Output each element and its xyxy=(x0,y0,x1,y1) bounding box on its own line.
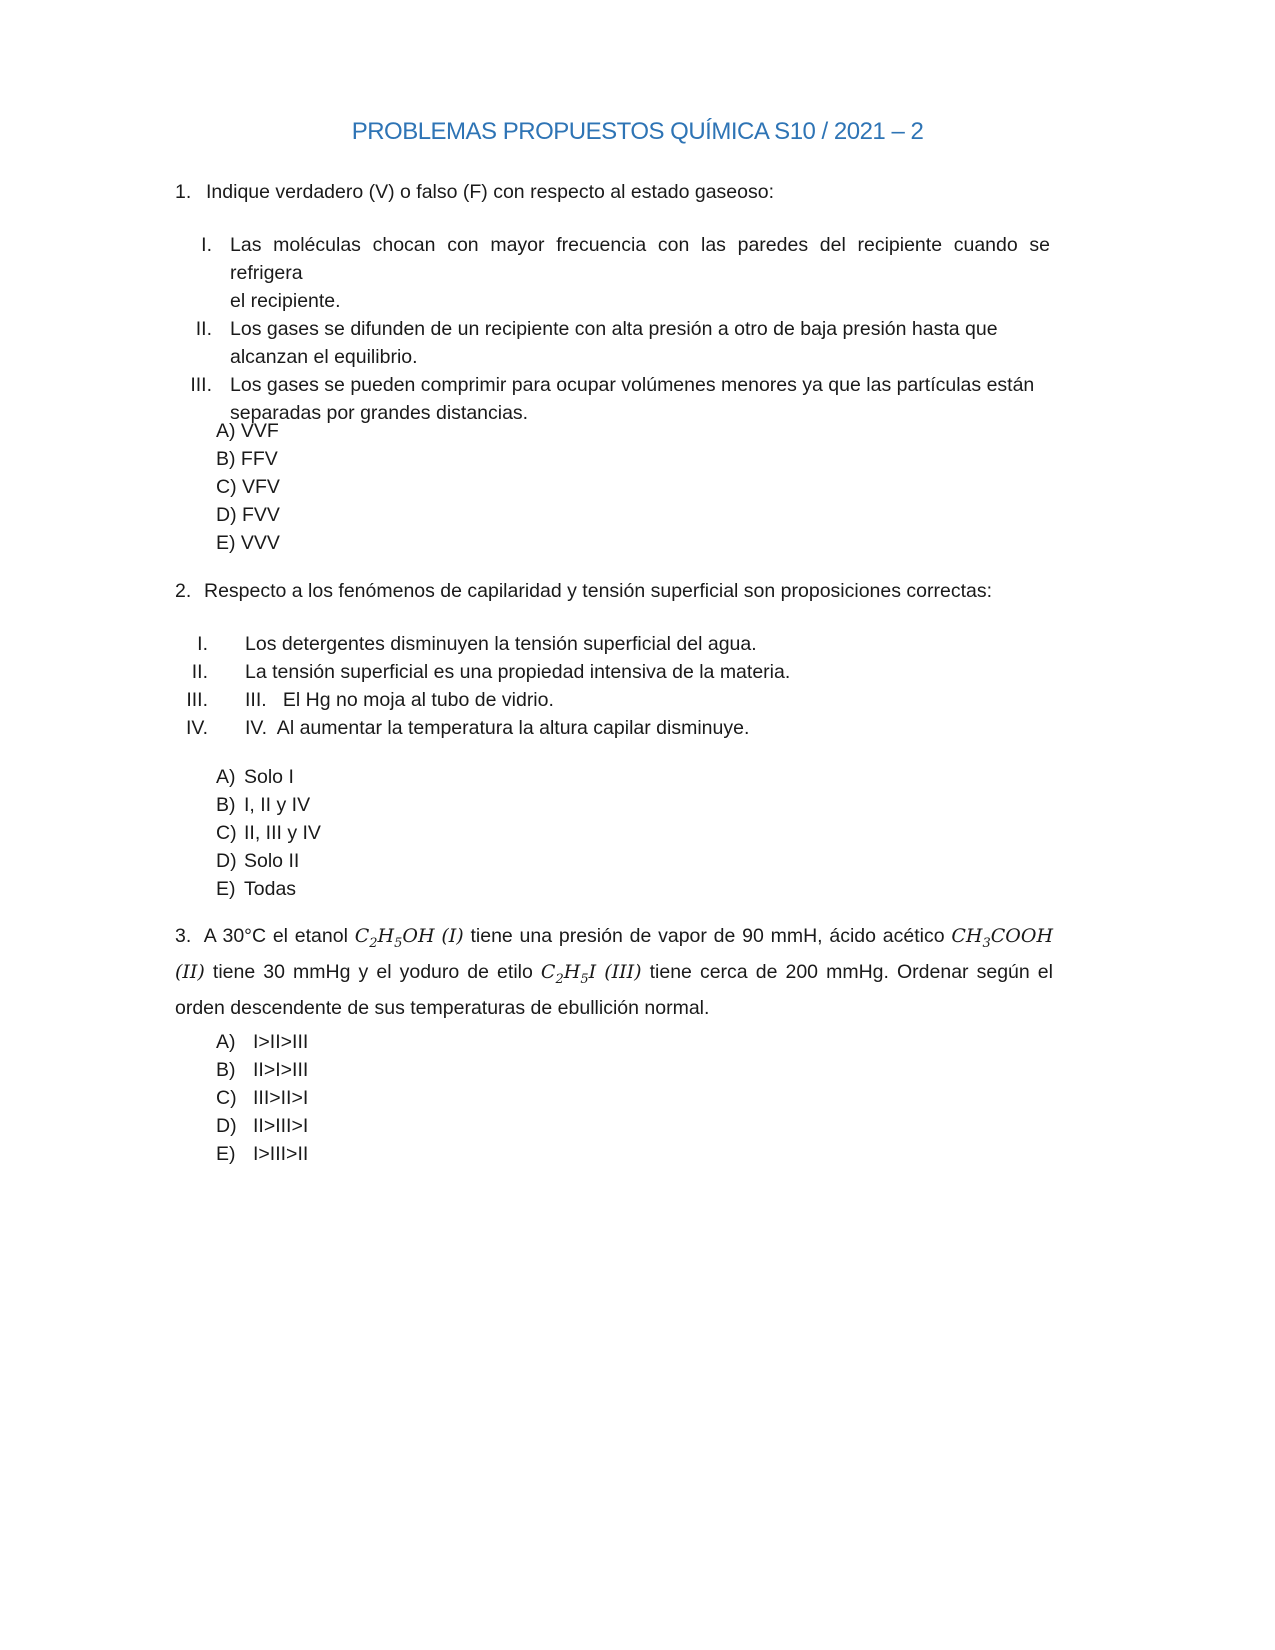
option-text: II>I>III xyxy=(253,1059,309,1081)
option-text: Solo II xyxy=(244,850,300,872)
option-text: II, III y IV xyxy=(244,822,321,844)
proposition-text: IV. Al aumentar la temperatura la altura capilar disminuye. xyxy=(245,717,750,739)
answer-option xyxy=(216,875,516,903)
option-letter: C) xyxy=(216,822,237,844)
proposition xyxy=(175,231,1095,315)
option-text: I, II y IV xyxy=(244,794,311,816)
proposition-text: III. El Hg no moja al tubo de vidrio. xyxy=(245,689,554,711)
question-number: 1. xyxy=(175,181,192,203)
answer-option xyxy=(216,1112,516,1140)
question-text-part: tiene 30 mmHg y el yoduro de etilo xyxy=(204,961,541,983)
question-text-part: tiene cerca de 200 mmHg. Ordenar según el orden descendente de sus temperaturas de ebullición normal. xyxy=(175,961,1053,1019)
answer-option xyxy=(216,791,516,819)
question-1-prompt xyxy=(175,178,1095,206)
option-letter: B) xyxy=(216,1059,236,1081)
formula-ethanol: $C_2H_5OH$ xyxy=(354,925,435,951)
question-2-options xyxy=(216,763,516,903)
proposition-number: III. xyxy=(190,374,212,396)
answer-option: A) VVF xyxy=(216,420,279,442)
option-letter: E) xyxy=(216,878,236,900)
proposition xyxy=(175,630,1095,658)
proposition-text: La tensión superficial es una propiedad intensiva de la materia. xyxy=(245,661,791,683)
option-letter: D) xyxy=(216,850,237,872)
proposition xyxy=(175,714,1095,742)
proposition-number: II. xyxy=(195,318,212,340)
option-letter: C) xyxy=(216,1087,237,1109)
option-text: I>III>II xyxy=(253,1143,309,1165)
option-text: Todas xyxy=(244,878,297,900)
answer-option xyxy=(216,847,516,875)
proposition-number: IV. xyxy=(185,717,208,739)
answer-option: C) VFV xyxy=(216,476,280,498)
question-3 xyxy=(175,922,1053,1022)
option-letter: A) xyxy=(216,766,236,788)
answer-option: E) VVV xyxy=(216,532,280,554)
question-2-prompt xyxy=(175,577,1095,605)
compound-label: (III) xyxy=(604,961,642,983)
question-text: Indique verdadero (V) o falso (F) con respecto al estado gaseoso: xyxy=(206,181,774,203)
option-letter: E) xyxy=(216,1143,236,1165)
question-number: 3. xyxy=(175,925,192,947)
option-letter: D) xyxy=(216,1115,237,1137)
option-text: II>III>I xyxy=(253,1115,309,1137)
page-title: PROBLEMAS PROPUESTOS QUÍMICA S10 / 2021 – 2 xyxy=(351,118,924,145)
proposition-text: Los gases se pueden comprimir para ocupar volúmenes menores ya que las partículas están separadas por grandes distancias. xyxy=(230,374,1035,424)
option-text: I>II>III xyxy=(253,1031,309,1053)
question-2-propositions xyxy=(175,630,1095,742)
answer-option: D) FVV xyxy=(216,504,280,526)
question-number: 2. xyxy=(175,580,192,602)
question-1 xyxy=(175,178,1095,206)
proposition xyxy=(175,315,1095,371)
option-text: Solo I xyxy=(244,766,294,788)
answer-option xyxy=(216,1028,516,1056)
proposition-number: II. xyxy=(191,661,208,683)
question-2 xyxy=(175,577,1095,605)
question-1-propositions xyxy=(175,231,1095,427)
proposition-text: Los gases se difunden de un recipiente con alta presión a otro de baja presión hasta que alcanzan el equilibrio. xyxy=(230,318,998,368)
answer-option xyxy=(216,1056,516,1084)
formula-ethyl-iodide: $C_2H_5I$ xyxy=(540,961,597,987)
question-text: Respecto a los fenómenos de capilaridad y tensión superficial son proposiciones correctas: xyxy=(204,580,993,602)
proposition xyxy=(175,686,1095,714)
proposition xyxy=(175,658,1095,686)
answer-option xyxy=(216,1140,516,1168)
proposition-number: I. xyxy=(197,633,208,655)
answer-option xyxy=(216,763,516,791)
answer-option xyxy=(216,819,516,847)
formula-acetic-acid: $CH_3COOH$ xyxy=(951,925,1054,951)
proposition-number: III. xyxy=(186,689,208,711)
question-3-options xyxy=(216,1028,516,1168)
compound-label: (I) xyxy=(441,925,464,947)
option-letter: B) xyxy=(216,794,236,816)
question-text-part: tiene una presión de vapor de 90 mmH, ácido acético xyxy=(463,925,952,947)
question-1-options xyxy=(216,417,516,557)
question-text-part: A 30°C el etanol xyxy=(203,925,355,947)
compound-label: (II) xyxy=(175,961,205,983)
proposition-number: I. xyxy=(201,234,212,256)
option-text: III>II>I xyxy=(253,1087,309,1109)
answer-option: B) FFV xyxy=(216,448,278,470)
proposition-text: Las moléculas chocan con mayor frecuencia con las paredes del recipiente cuando se refrigera el recipiente. xyxy=(230,234,1050,312)
answer-option xyxy=(216,1084,516,1112)
proposition-text: Los detergentes disminuyen la tensión superficial del agua. xyxy=(245,633,757,655)
option-letter: A) xyxy=(216,1031,236,1053)
